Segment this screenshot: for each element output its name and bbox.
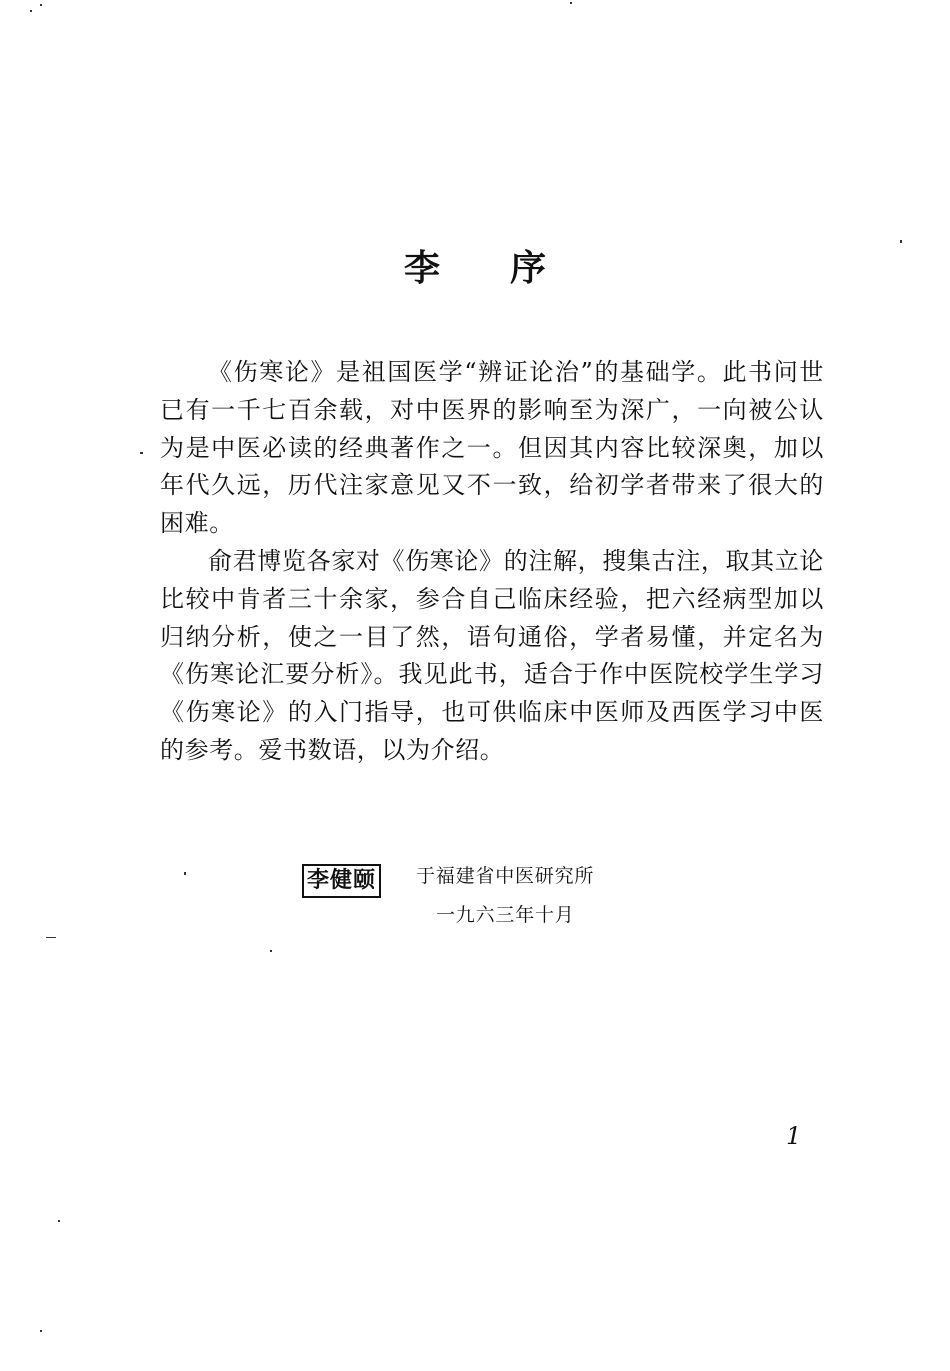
page-number: 1: [786, 1122, 802, 1150]
scan-speck: [40, 4, 42, 6]
scan-speck: [270, 950, 272, 952]
page-title: [0, 240, 950, 291]
signature-location: 于福建省中医研究所: [416, 865, 595, 887]
paragraph-1: 《伤寒论》是祖国医学“辨证论治”的基础学。此书问世已有一千七百余载，对中医界的影响至为深广，一向被公认为是中医必读的经典著作之一。但因其内容比较深奥，加以年代久远，历代注家意见又不一致，给初学者带来了很大的困难。: [160, 358, 824, 538]
title-char-2: 序: [510, 248, 547, 289]
signature-date: 一九六三年十月: [436, 904, 575, 926]
scan-speck: [140, 452, 143, 454]
scan-speck: [58, 1220, 60, 1222]
author-seal: 李健颐: [302, 864, 381, 898]
scan-speck: [46, 937, 56, 938]
paragraph-2: 俞君博览各家对《伤寒论》的注解，搜集古注，取其立论比较中肯者三十余家，参合自己临床经验，把六经病型加以归纳分析，使之一目了然，语句通俗，学者易懂，并定名为《伤寒论汇要分析》。我见此书，适合于作中医院校学生学习《伤寒论》的入门指导，也可供临床中医师及西医学习中医的参考。爱书数语，以为介绍。: [160, 546, 824, 764]
signature-block: [300, 858, 720, 938]
scan-speck: [570, 2, 572, 4]
scan-speck: [184, 872, 186, 875]
title-char-1: 李: [403, 248, 440, 289]
preface-body: [160, 354, 824, 770]
scan-speck: [40, 1330, 42, 1332]
scan-speck: [900, 240, 902, 243]
scan-speck: [30, 10, 32, 12]
